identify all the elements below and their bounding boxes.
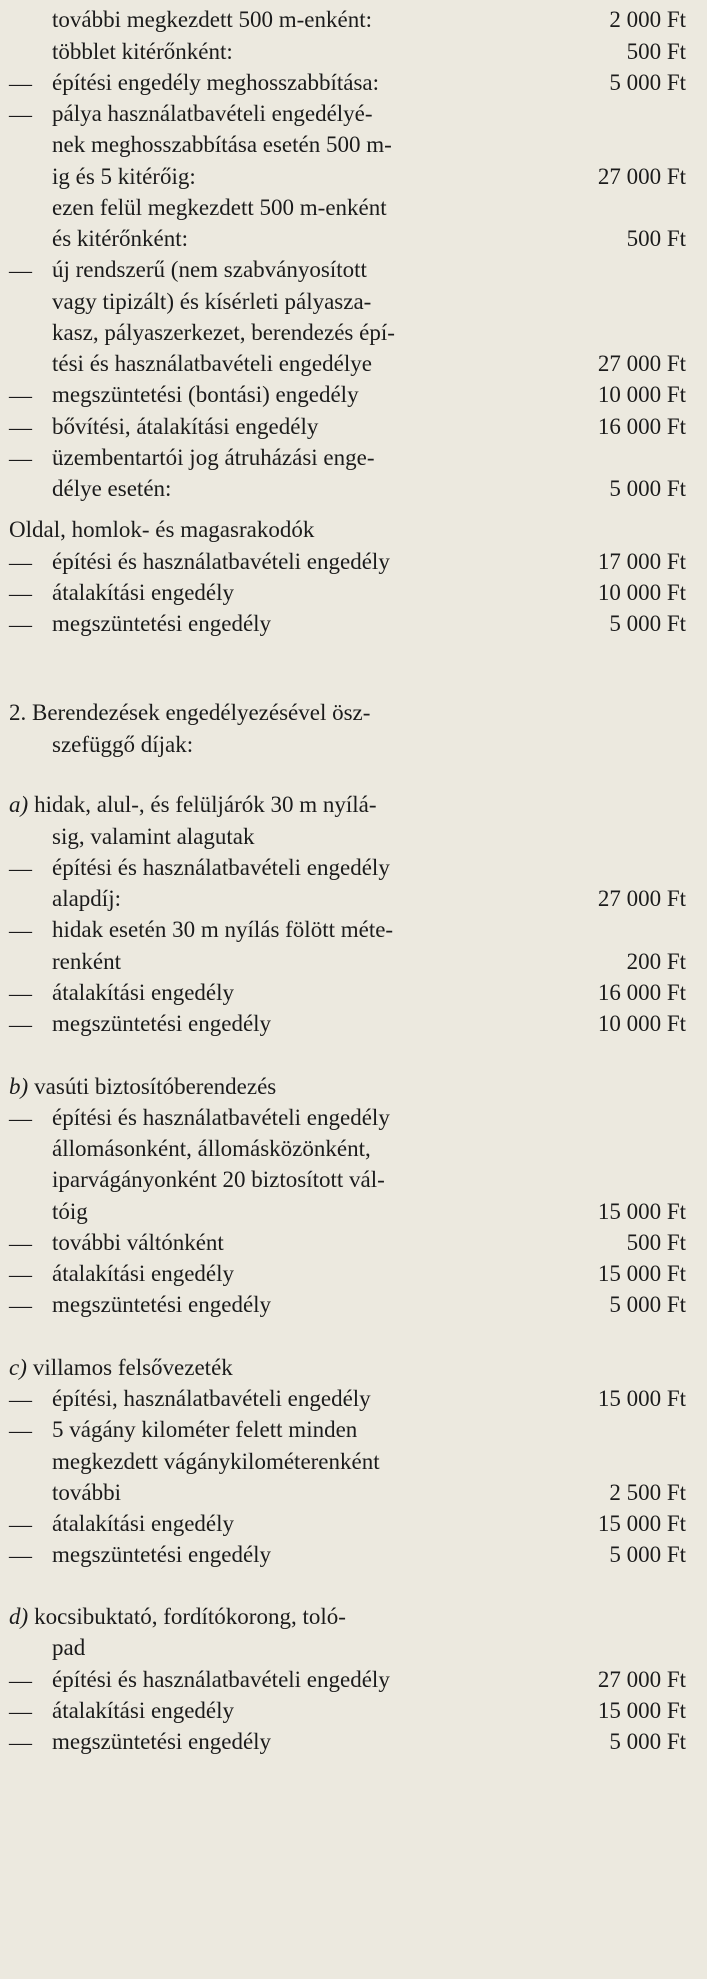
fee-line — [0, 1539, 707, 1571]
fee-amount: 5 000 Ft — [609, 1729, 686, 1754]
fee-amount: 15 000 Ft — [597, 1511, 686, 1536]
bullet-dash: — — [9, 550, 32, 575]
fee-line — [0, 379, 707, 411]
fee-line — [0, 1227, 707, 1259]
fee-description: ezen felül megkezdett 500 m-enként — [52, 195, 387, 220]
fee-description: építési engedély meghosszabbítása: — [52, 70, 380, 95]
fee-line — [0, 98, 707, 130]
fee-amount: 500 Ft — [626, 1230, 686, 1255]
fee-description: átalakítási engedély — [52, 1698, 235, 1723]
fee-description: délye esetén: — [52, 476, 172, 501]
fee-amount: 10 000 Ft — [597, 382, 686, 407]
fee-description: megkezdett vágánykilométerenként — [52, 1449, 380, 1474]
fee-line — [0, 729, 707, 761]
fee-description: szefüggő díjak: — [52, 732, 194, 757]
fee-description: bővítési, átalakítási engedély — [52, 414, 319, 439]
section-heading — [9, 1604, 346, 1630]
fee-description: alapdíj: — [52, 886, 121, 911]
fee-line — [0, 608, 707, 640]
bullet-dash: — — [9, 918, 32, 943]
bullet-dash: — — [9, 446, 32, 471]
fee-amount: 27 000 Ft — [597, 1667, 686, 1692]
fee-line — [0, 852, 707, 884]
fee-amount: 15 000 Ft — [597, 1698, 686, 1723]
fee-line — [0, 1695, 707, 1727]
fee-description: állomásonként, állomásközönként, — [52, 1136, 371, 1161]
fee-line — [0, 4, 707, 36]
fee-amount: 15 000 Ft — [597, 1199, 686, 1224]
fee-line — [0, 1601, 707, 1633]
fee-amount: 2 500 Ft — [609, 1480, 686, 1505]
bullet-dash: — — [9, 981, 32, 1006]
fee-description: építési és használatbavételi engedély — [52, 549, 390, 574]
fee-amount: 200 Ft — [626, 949, 686, 974]
fee-line — [0, 67, 707, 99]
fee-line — [0, 1446, 707, 1478]
fee-line — [0, 1008, 707, 1040]
fee-description: iparvágányonként 20 biztosított vál- — [52, 1167, 385, 1192]
bullet-dash: — — [9, 1262, 32, 1287]
fee-amount: 500 Ft — [626, 226, 686, 251]
fee-amount: 17 000 Ft — [597, 549, 686, 574]
fee-line — [0, 946, 707, 978]
fee-description: átalakítási engedély — [52, 580, 235, 605]
bullet-dash: — — [9, 1512, 32, 1537]
section-heading — [9, 792, 377, 818]
fee-amount: 27 000 Ft — [597, 886, 686, 911]
bullet-dash: — — [9, 1231, 32, 1256]
fee-line — [0, 223, 707, 255]
fee-line — [0, 442, 707, 474]
fee-description: 5 vágány kilométer felett minden — [52, 1417, 358, 1442]
fee-line — [0, 821, 707, 853]
fee-amount: 15 000 Ft — [597, 1386, 686, 1411]
bullet-dash: — — [9, 71, 32, 96]
fee-description: sig, valamint alagutak — [52, 824, 255, 849]
fee-description: tóig — [52, 1199, 88, 1224]
fee-amount: 500 Ft — [626, 39, 686, 64]
fee-description: többlet kitérőnként: — [52, 39, 233, 64]
fee-line — [0, 411, 707, 443]
fee-description: ig és 5 kitérőig: — [52, 164, 196, 189]
fee-amount: 5 000 Ft — [609, 476, 686, 501]
fee-line — [0, 161, 707, 193]
fee-description: pad — [52, 1635, 86, 1660]
fee-amount: 2 000 Ft — [609, 7, 686, 32]
fee-amount: 5 000 Ft — [609, 1542, 686, 1567]
fee-line — [0, 1383, 707, 1415]
fee-description: építési és használatbavételi engedély — [52, 1667, 390, 1692]
fee-description: kasz, pályaszerkezet, berendezés épí- — [52, 320, 395, 345]
fee-description: további váltónként — [52, 1230, 224, 1255]
section-title: kocsibuktató, fordítókorong, toló- — [34, 1604, 346, 1629]
fee-description: átalakítási engedély — [52, 1511, 235, 1536]
section-heading — [9, 1355, 233, 1381]
fee-amount: 5 000 Ft — [609, 70, 686, 95]
bullet-dash: — — [9, 383, 32, 408]
bullet-dash: — — [9, 1699, 32, 1724]
bullet-dash: — — [9, 1387, 32, 1412]
fee-line — [0, 514, 707, 546]
fee-line — [0, 1477, 707, 1509]
section-title: 2. Berendezések engedélyezésével ösz- — [9, 700, 371, 725]
section-label: c) — [9, 1355, 27, 1380]
fee-description: megszüntetési engedély — [52, 1011, 272, 1036]
bullet-dash: — — [9, 258, 32, 283]
fee-line — [0, 697, 707, 729]
fee-description: tési és használatbavételi engedélye — [52, 351, 372, 376]
fee-amount: 15 000 Ft — [597, 1261, 686, 1286]
fee-line — [0, 914, 707, 946]
fee-description: üzembentartói jog átruházási enge- — [52, 445, 375, 470]
fee-amount: 5 000 Ft — [609, 611, 686, 636]
fee-line — [0, 1102, 707, 1134]
fee-line — [0, 789, 707, 821]
section-heading — [9, 1074, 276, 1100]
bullet-dash: — — [9, 1668, 32, 1693]
fee-amount: 16 000 Ft — [597, 980, 686, 1005]
fee-description: nek meghosszabbítása esetén 500 m- — [52, 132, 392, 157]
fee-description: átalakítási engedély — [52, 1261, 235, 1286]
fee-line — [0, 1196, 707, 1228]
bullet-dash: — — [9, 612, 32, 637]
fee-description: megszüntetési engedély — [52, 1542, 272, 1567]
fee-line — [0, 1352, 707, 1384]
fee-description: építési, használatbavételi engedély — [52, 1386, 371, 1411]
section-label: d) — [9, 1604, 29, 1629]
fee-line — [0, 1508, 707, 1540]
fee-line — [0, 473, 707, 505]
fee-description: megszüntetési engedély — [52, 611, 272, 636]
fee-line — [0, 883, 707, 915]
bullet-dash: — — [9, 581, 32, 606]
fee-line — [0, 1133, 707, 1165]
fee-line — [0, 1071, 707, 1103]
fee-description: átalakítási engedély — [52, 980, 235, 1005]
bullet-dash: — — [9, 1730, 32, 1755]
fee-amount: 27 000 Ft — [597, 351, 686, 376]
fee-line — [0, 1164, 707, 1196]
fee-line — [0, 1632, 707, 1664]
fee-line — [0, 1726, 707, 1758]
fee-description: vagy tipizált) és kísérleti pályasza- — [52, 289, 372, 314]
fee-description: építési és használatbavételi engedély — [52, 855, 390, 880]
section-label: a) — [9, 792, 29, 817]
fee-line — [0, 546, 707, 578]
bullet-dash: — — [9, 415, 32, 440]
fee-line — [0, 254, 707, 286]
bullet-dash: — — [9, 1293, 32, 1318]
fee-line — [0, 286, 707, 318]
fee-description: megszüntetési engedély — [52, 1292, 272, 1317]
fee-line — [0, 977, 707, 1009]
fee-line — [0, 317, 707, 349]
section-title: Oldal, homlok- és magasrakodók — [9, 517, 315, 542]
fee-description: pálya használatbavételi engedélyé- — [52, 101, 373, 126]
fee-description: új rendszerű (nem szabványosított — [52, 257, 367, 282]
fee-description: renként — [52, 949, 121, 974]
fee-line — [0, 1664, 707, 1696]
fee-amount: 10 000 Ft — [597, 580, 686, 605]
section-title: hidak, alul-, és felüljárók 30 m nyílá- — [34, 792, 377, 817]
fee-description: megszüntetési (bontási) engedély — [52, 382, 359, 407]
fee-amount: 5 000 Ft — [609, 1292, 686, 1317]
fee-line — [0, 1414, 707, 1446]
bullet-dash: — — [9, 1012, 32, 1037]
fee-description: építési és használatbavételi engedély — [52, 1105, 390, 1130]
fee-line — [0, 1258, 707, 1290]
bullet-dash: — — [9, 1543, 32, 1568]
section-title: vasúti biztosítóberendezés — [34, 1074, 277, 1099]
fee-line — [0, 348, 707, 380]
fee-description: megszüntetési engedély — [52, 1729, 272, 1754]
fee-amount: 10 000 Ft — [597, 1011, 686, 1036]
fee-amount: 27 000 Ft — [597, 164, 686, 189]
fee-description: további — [52, 1480, 121, 1505]
bullet-dash: — — [9, 1106, 32, 1131]
bullet-dash: — — [9, 1418, 32, 1443]
fee-line — [0, 192, 707, 224]
fee-description: és kitérőnként: — [52, 226, 189, 251]
fee-description: hidak esetén 30 m nyílás fölött méte- — [52, 917, 394, 942]
bullet-dash: — — [9, 102, 32, 127]
fee-amount: 16 000 Ft — [597, 414, 686, 439]
fee-description: további megkezdett 500 m-enként: — [52, 7, 372, 32]
section-title: villamos felsővezeték — [32, 1355, 233, 1380]
section-label: b) — [9, 1074, 29, 1099]
fee-line — [0, 577, 707, 609]
bullet-dash: — — [9, 856, 32, 881]
fee-line — [0, 129, 707, 161]
fee-line — [0, 36, 707, 68]
fee-line — [0, 1289, 707, 1321]
